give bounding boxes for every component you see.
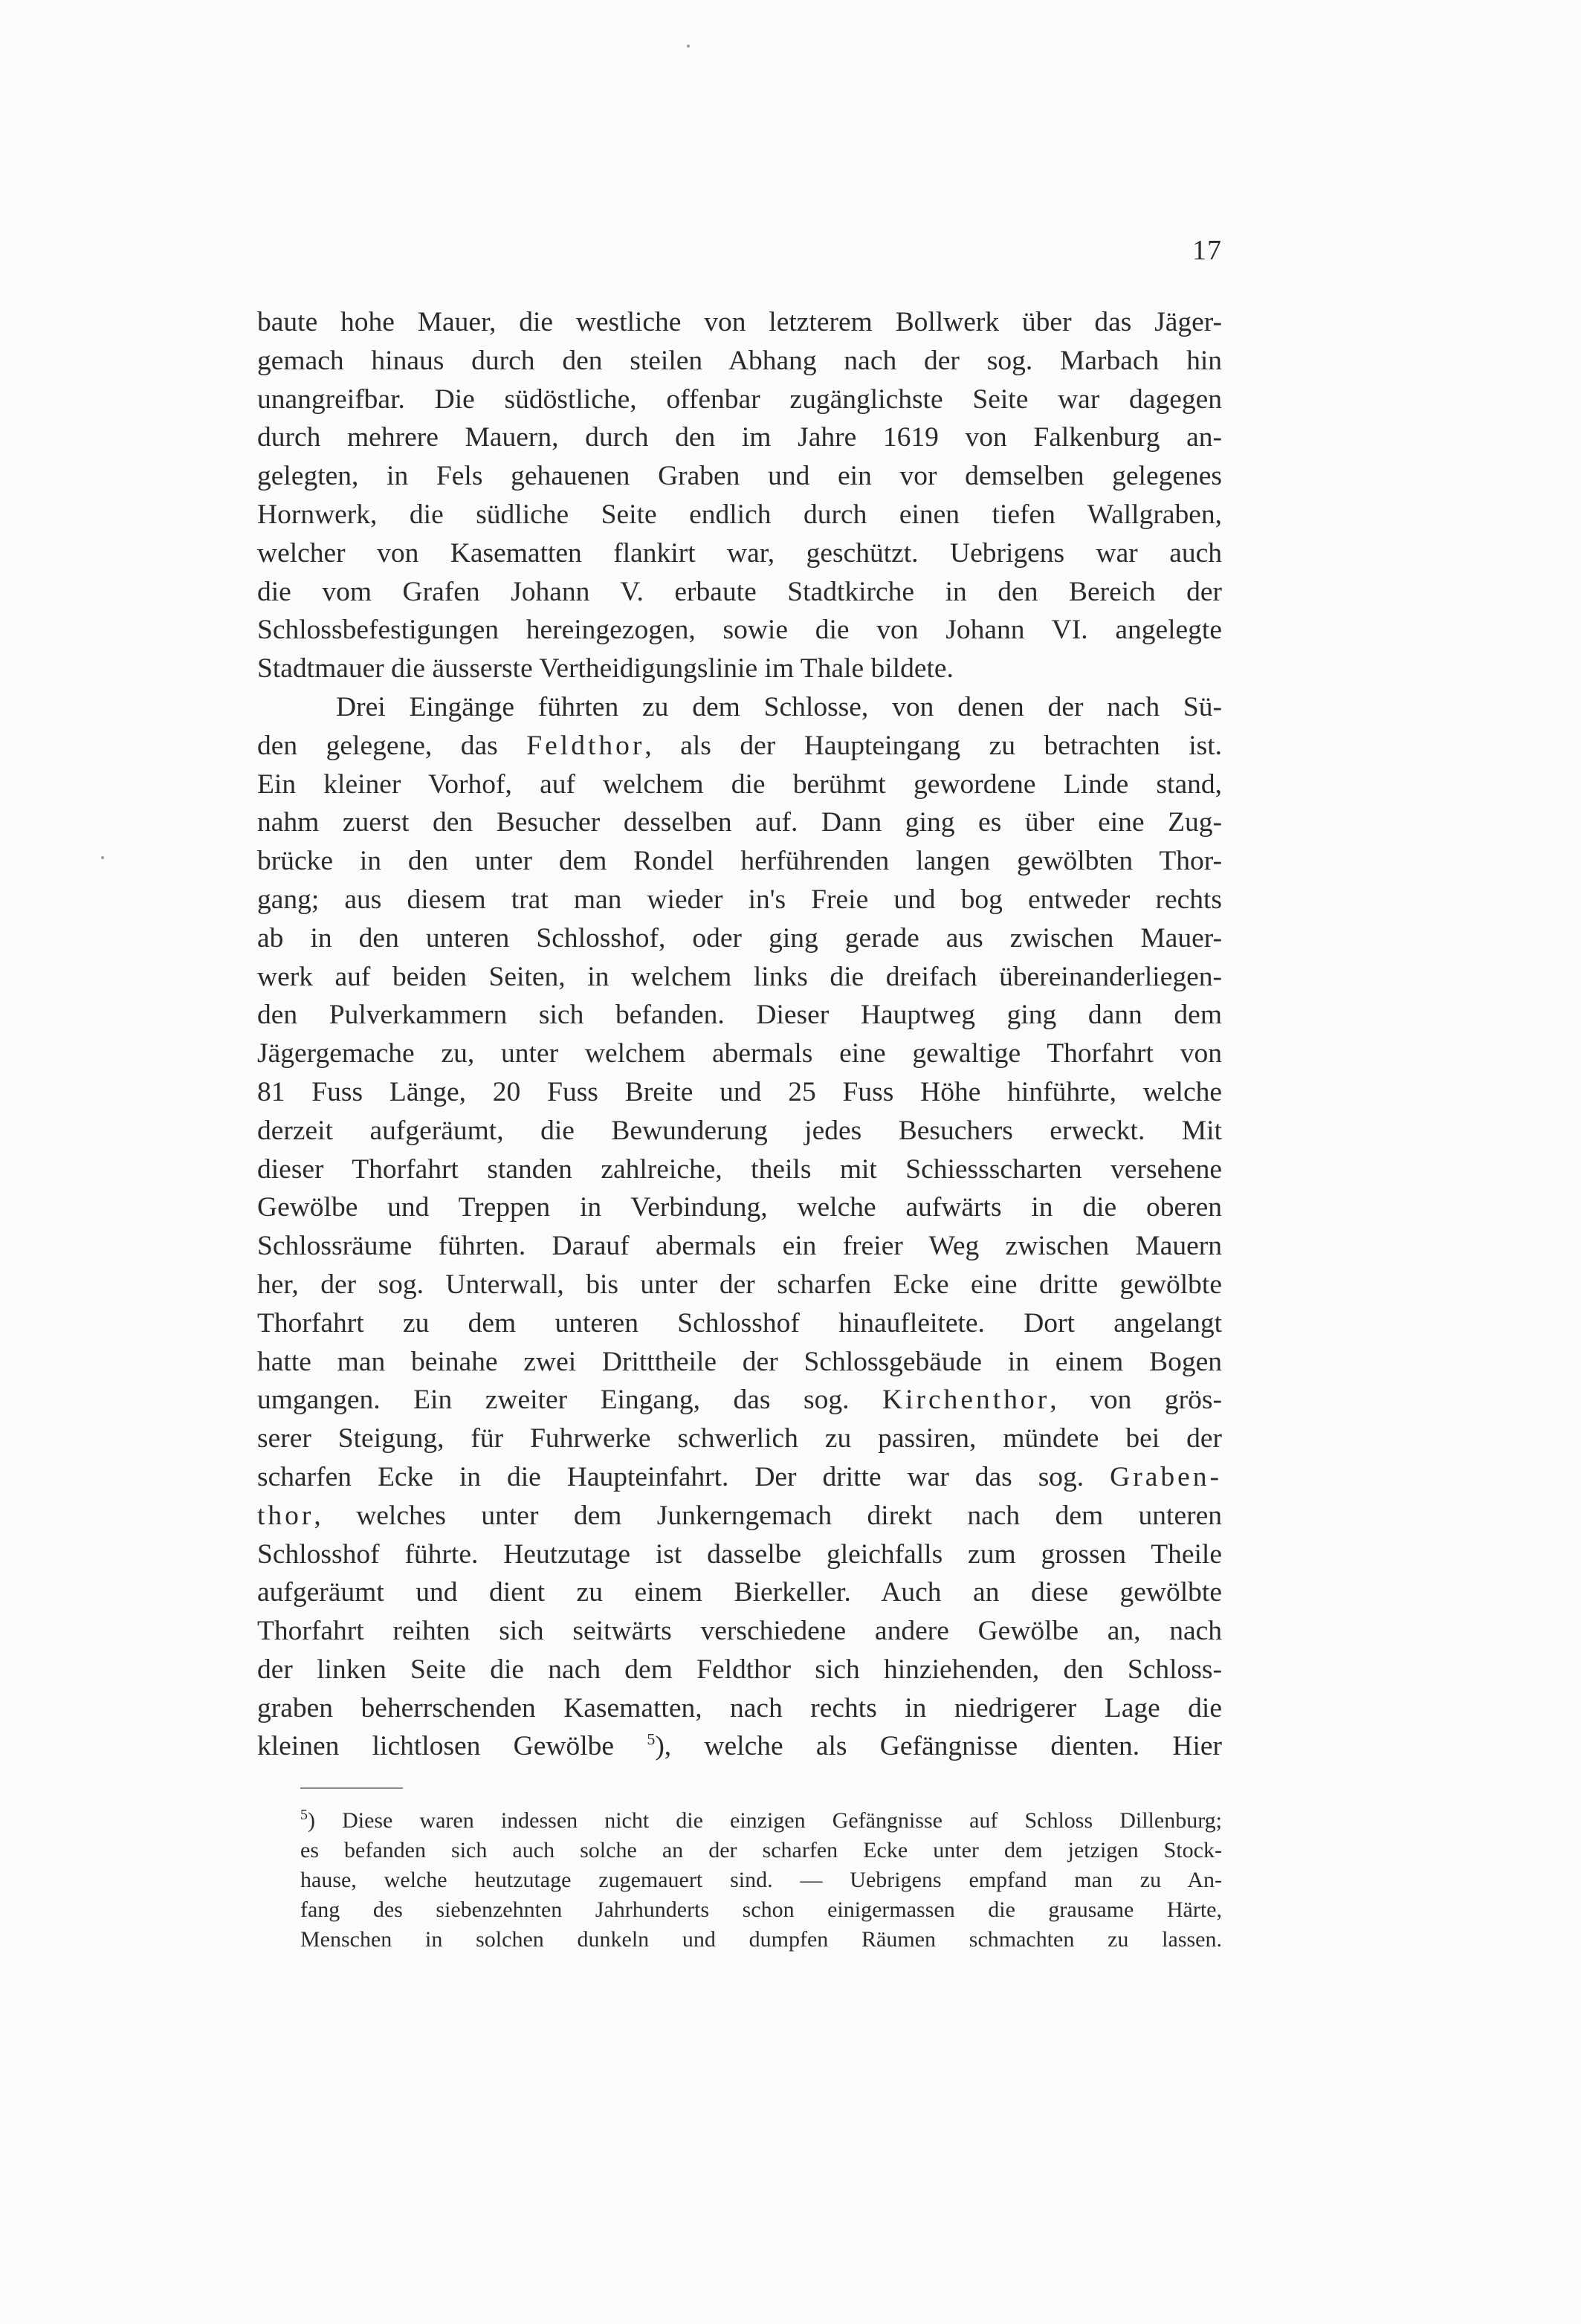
text-span: ), welche als Gefängnisse dienten. Hier <box>655 1731 1222 1762</box>
footnote <box>300 1806 1222 1955</box>
text-line <box>257 1497 1222 1535</box>
text-line <box>257 1458 1222 1497</box>
paper-speck <box>687 45 690 48</box>
text-line: derzeit aufgeräumt, die Bewunderung jedes Besuchers erweckt. Mit <box>257 1115 1222 1146</box>
text-line: werk auf beiden Seiten, in welchem links die dreifach übereinanderliegen- <box>257 961 1222 992</box>
text-line: Thorfahrt zu dem unteren Schlosshof hinaufleitete. Dort angelangt <box>257 1307 1222 1339</box>
text-line: baute hohe Mauer, die westliche von letzterem Bollwerk über das Jäger- <box>257 307 1222 337</box>
text-span: , von grös- <box>1050 1385 1222 1416</box>
paper-speck <box>101 856 104 859</box>
text-line: nahm zuerst den Besucher desselben auf. Dann ging es über eine Zug- <box>257 807 1222 838</box>
text-line: Jägergemache zu, unter welchem abermals eine gewaltige Thorfahrt von <box>257 1038 1222 1069</box>
text-line: Drei Eingänge führten zu dem Schlosse, von denen der nach Sü- <box>336 691 1222 722</box>
text-line: gemach hinaus durch den steilen Abhang nach der sog. Marbach hin <box>257 345 1222 376</box>
text-line: Hornwerk, die südliche Seite endlich durch einen tiefen Wallgraben, <box>257 499 1222 530</box>
text-line: unangreifbar. Die südöstliche, offenbar zugänglichste Seite war dagegen <box>257 383 1222 415</box>
text-line: Ein kleiner Vorhof, auf welchem die berühmt gewordene Linde stand, <box>257 768 1222 800</box>
text-line: Stadtmauer die äusserste Vertheidigungslinie im Thale bildete. <box>257 653 954 684</box>
emphasized-term: thor <box>257 1500 314 1531</box>
emphasized-term: Graben- <box>1110 1461 1223 1492</box>
text-line: Schlosshof führte. Heutzutage ist dasselbe gleichfalls zum grossen Theile <box>257 1538 1222 1570</box>
text-span: scharfen Ecke in die Haupteinfahrt. Der dritte war das sog. <box>257 1461 1084 1492</box>
text-line: durch mehrere Mauern, durch den im Jahre 1619 von Falkenburg an- <box>257 422 1222 453</box>
text-span: den gelegene, das <box>257 730 498 761</box>
text-line: Schlossräume führten. Darauf abermals ein freier Weg zwischen Mauern <box>257 1231 1222 1262</box>
text-line: aufgeräumt und dient zu einem Bierkeller. Auch an diese gewölbte <box>257 1577 1222 1608</box>
text-span: umgangen. Ein zweiter Eingang, das sog. <box>257 1385 850 1416</box>
emphasized-term: Feldthor <box>526 730 645 761</box>
emphasized-term: Kirchenthor <box>882 1385 1050 1416</box>
text-line: die vom Grafen Johann V. erbaute Stadtkirche in den Bereich der <box>257 576 1222 607</box>
text-line: Schlossbefestigungen hereingezogen, sowie die von Johann VI. angelegte <box>257 615 1222 646</box>
footnote-line <box>300 1806 1222 1836</box>
text-line: dieser Thorfahrt standen zahlreiche, theils mit Schiessscharten versehene <box>257 1153 1222 1185</box>
footnote-separator <box>300 1787 403 1789</box>
text-line: brücke in den unter dem Rondel herführenden langen gewölbten Thor- <box>257 846 1222 877</box>
footnote-line: fang des siebenzehnten Jahrhunderts schon einigermassen die grausame Härte, <box>300 1897 1222 1922</box>
footnote-line: Menschen in solchen dunkeln und dumpfen Räumen schmachten zu lassen. <box>300 1927 1222 1952</box>
main-text <box>257 303 1222 1766</box>
text-line: gelegten, in Fels gehauenen Graben und ein vor demselben gelegenes <box>257 461 1222 492</box>
text-line: serer Steigung, für Fuhrwerke schwerlich zu passiren, mündete bei der <box>257 1423 1222 1454</box>
text-line: ab in den unteren Schlosshof, oder ging gerade aus zwischen Mauer- <box>257 922 1222 954</box>
footnote-line: es befanden sich auch solche an der scharfen Ecke unter dem jetzigen Stock- <box>300 1838 1222 1862</box>
text-span: kleinen lichtlosen Gewölbe <box>257 1731 615 1762</box>
text-span: , welches unter dem Junkerngemach direkt nach dem unteren <box>314 1500 1222 1531</box>
text-line: hatte man beinahe zwei Dritttheile der Schlossgebäude in einem Bogen <box>257 1346 1222 1377</box>
text-line: 81 Fuss Länge, 20 Fuss Breite und 25 Fuss Höhe hinführte, welche <box>257 1076 1222 1107</box>
text-line: Gewölbe und Treppen in Verbindung, welche aufwärts in die oberen <box>257 1192 1222 1223</box>
footnote-reference[interactable]: 5 <box>647 1729 656 1749</box>
footnote-line: hause, welche heutzutage zugemauert sind. — Uebrigens empfand man zu An- <box>300 1868 1222 1892</box>
text-line: Thorfahrt reihten sich seitwärts verschiedene andere Gewölbe an, nach <box>257 1616 1222 1647</box>
page-number: 17 <box>1192 235 1222 266</box>
text-line: graben beherrschenden Kasematten, nach rechts in niedrigerer Lage die <box>257 1692 1222 1723</box>
text-span: ) Diese waren indessen nicht die einzigen Gefängnisse auf Schloss Dillenburg; <box>308 1808 1222 1833</box>
text-span: , als der Haupteingang zu betrachten ist. <box>644 730 1222 761</box>
text-line: gang; aus diesem trat man wieder in's Freie und bog entweder rechts <box>257 884 1222 915</box>
footnote-marker: 5 <box>300 1807 308 1823</box>
text-line: der linken Seite die nach dem Feldthor sich hinziehenden, den Schloss- <box>257 1654 1222 1685</box>
text-line <box>257 727 1222 766</box>
text-line: welcher von Kasematten flankirt war, geschützt. Uebrigens war auch <box>257 537 1222 569</box>
text-line: her, der sog. Unterwall, bis unter der scharfen Ecke eine dritte gewölbte <box>257 1269 1222 1300</box>
text-line <box>257 1381 1222 1420</box>
text-line <box>257 1727 1222 1766</box>
text-line: den Pulverkammern sich befanden. Dieser Hauptweg ging dann dem <box>257 1000 1222 1031</box>
